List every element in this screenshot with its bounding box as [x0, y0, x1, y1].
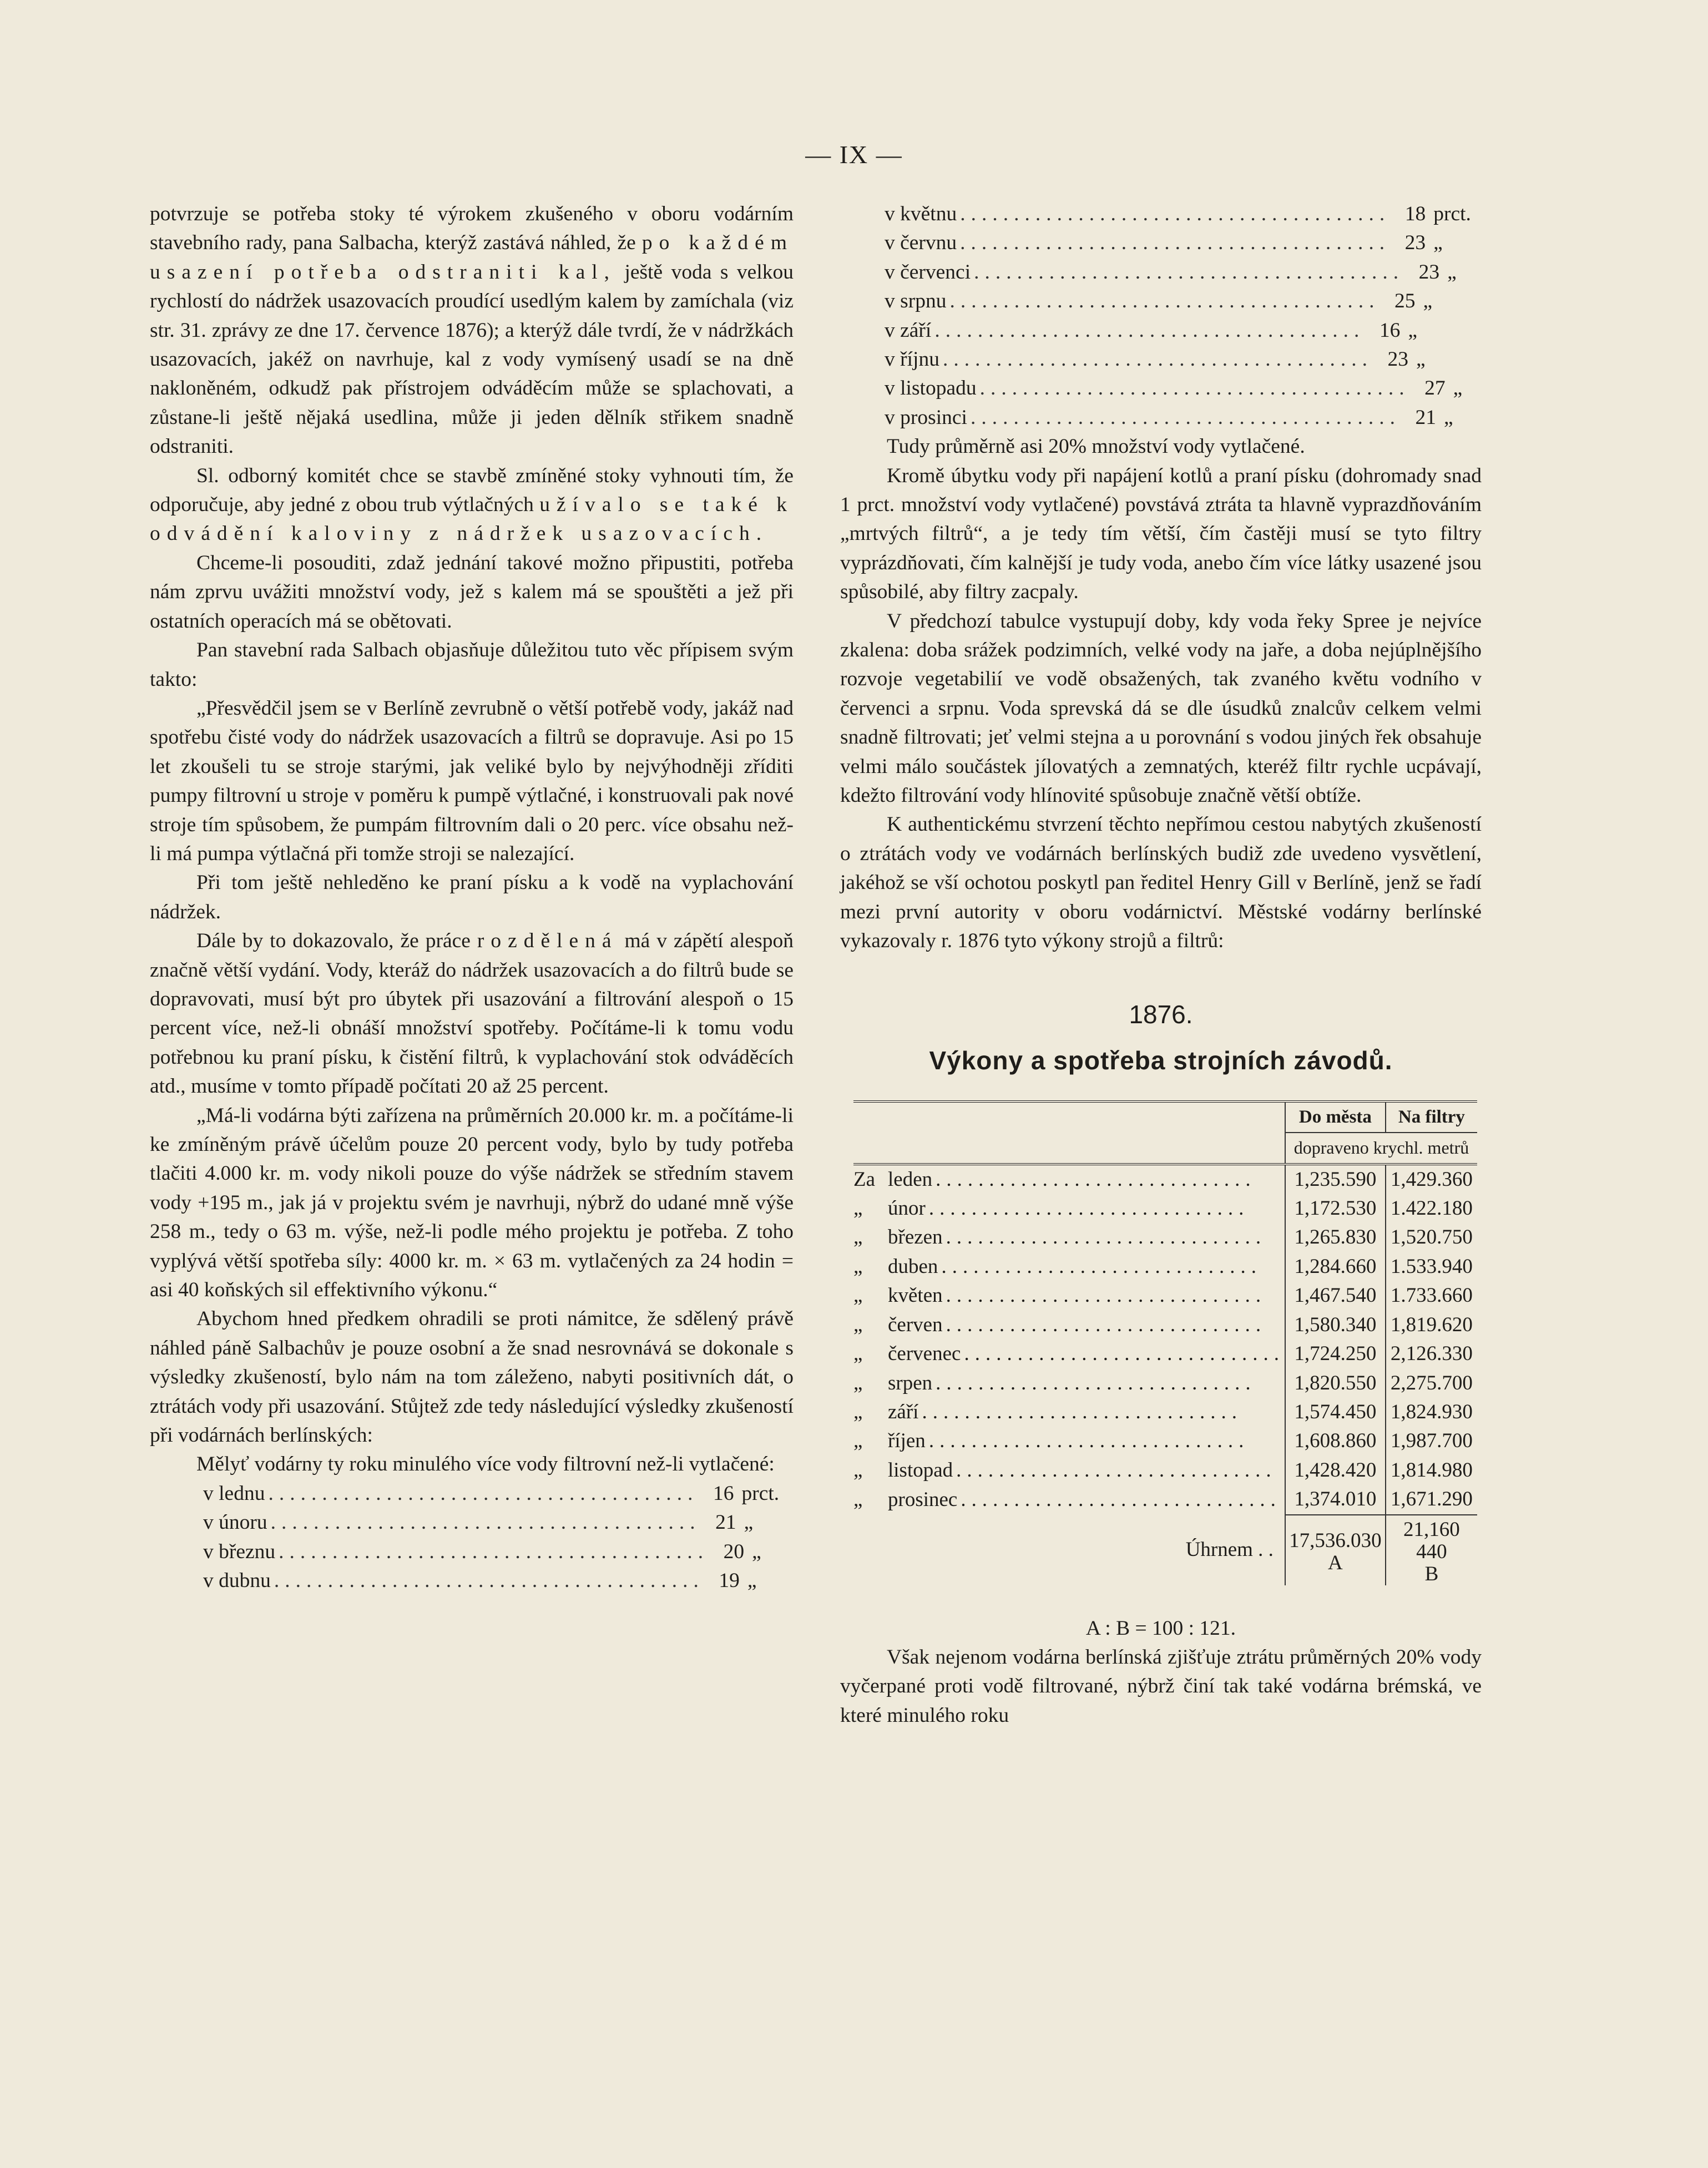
value-na-filtry: 1,814.980 [1386, 1456, 1477, 1485]
text-run: potvrzuje se potřeba stoky té výrokem zkušeného v oboru vodárním stavebního rady, pana Salbacha, kterýž zastává náhled, že [150, 203, 794, 255]
month-unit: „ [744, 1511, 754, 1534]
table-row [853, 1485, 1477, 1514]
list-item [203, 1508, 754, 1537]
row-prefix: „ [853, 1429, 863, 1453]
month-label: v říjnu [885, 347, 939, 371]
row-prefix: „ [853, 1255, 863, 1278]
leader-dots: .............................. [928, 1429, 1250, 1453]
leader-dots: ........................................ [270, 1511, 701, 1534]
month-label: v srpnu [885, 290, 947, 313]
leader-dots: ........................................ [268, 1482, 699, 1505]
text-run: ještě voda s velkou rychlostí do nádržek usazovacích proudící usedlým kalem by zamíchala (viz str. 31. zprávy ze dne 17. července 1876); a kterýž dále tvrdí, že v nádržkách usazovacích, jakéž on navrhuje, kal z vody vymísený usadí se na dně nakloněném, odkudž pak přístrojem odváděcím může se splachovati, a zůstane-li ještě nějaká usedlina, může ji jeden dělník střikem snadně odstraniti. [150, 260, 794, 458]
leader-dots: .............................. [936, 1168, 1256, 1191]
row-label-cell [853, 1340, 1285, 1368]
leader-dots: .............................. [936, 1371, 1256, 1394]
row-label-cell [853, 1164, 1285, 1194]
row-label-cell [853, 1427, 1285, 1456]
text-run: Dále by to dokazovalo, že práce [196, 929, 477, 953]
leader-dots: ........................................ [279, 1540, 709, 1563]
value-do-mesta: 1,172.530 [1285, 1194, 1386, 1223]
value-do-mesta: 1,467.540 [1285, 1281, 1386, 1310]
row-label-cell [853, 1281, 1285, 1310]
month-value: 23 [1404, 231, 1426, 255]
paragraph: Pan stavební rada Salbach objasňuje důležitou tuto věc přípisem svým takto: [150, 639, 794, 691]
total-b: 21,160 440 [1403, 1518, 1460, 1563]
paragraph [150, 462, 794, 549]
value-do-mesta: 1,284.660 [1285, 1252, 1386, 1281]
month-value: 23 [1418, 260, 1440, 284]
list-item [885, 258, 1473, 287]
month-unit: „ [1447, 260, 1457, 284]
row-month: červen [888, 1313, 943, 1336]
value-na-filtry: 1.422.180 [1386, 1194, 1477, 1223]
value-do-mesta: 1,374.010 [1285, 1485, 1386, 1514]
row-month: prosinec [888, 1488, 958, 1511]
month-value: 21 [715, 1511, 736, 1534]
left-column [150, 200, 794, 1595]
statistics-table [853, 1100, 1477, 1585]
month-unit: prct. [741, 1482, 780, 1505]
row-prefix: „ [853, 1371, 863, 1394]
row-month: září [888, 1400, 919, 1423]
value-na-filtry: 1,520.750 [1386, 1223, 1477, 1252]
table-row [853, 1456, 1477, 1485]
month-percent-list [885, 200, 1473, 432]
value-do-mesta: 1,608.860 [1285, 1427, 1386, 1456]
table-body [853, 1164, 1477, 1515]
leader-dots: .............................. [961, 1488, 1281, 1511]
total-a: 17,536.030 [1289, 1529, 1382, 1552]
month-label: v březnu [203, 1540, 276, 1563]
month-unit: „ [1433, 231, 1443, 255]
row-label-cell [853, 1252, 1285, 1281]
list-item [885, 316, 1473, 345]
paragraph: Však nejenom vodárna berlínská zjišťuje ztrátu průměrných 20% vody vyčerpané proti vodě filtrované, nýbrž činí tak také vodárna brémská, ve které minulého roku [840, 1645, 1482, 1727]
row-prefix: Za [853, 1168, 876, 1191]
ratio-line: A : B = 100 : 121. [1085, 1616, 1236, 1640]
list-item [885, 200, 1473, 229]
month-unit: „ [1453, 377, 1463, 400]
spaced-emphasis: užívalo se také k odvádění kaloviny z nádržek usazovacích. [150, 493, 794, 545]
table-row [853, 1281, 1477, 1310]
row-prefix: „ [853, 1488, 863, 1511]
spaced-emphasis: rozdělená [477, 929, 618, 953]
year-heading: 1876. [1129, 1000, 1193, 1029]
list-item [885, 345, 1473, 374]
value-na-filtry: 1,987.700 [1386, 1427, 1477, 1456]
total-label: Úhrnem . . [1185, 1538, 1274, 1561]
value-do-mesta: 1,574.450 [1285, 1398, 1386, 1427]
table-row [853, 1223, 1477, 1252]
paragraph: Mělyť vodárny ty roku minulého více vody filtrovní než-li vytlačené: [196, 1453, 775, 1476]
spaced-emphasis: po každém usazení potřeba odstraniti kal, [150, 231, 794, 284]
list-item [885, 403, 1473, 432]
month-label: v září [885, 319, 932, 342]
table-subheader-row [853, 1133, 1477, 1164]
month-value: 16 [712, 1482, 734, 1505]
row-label-cell [853, 1223, 1285, 1252]
month-label: v únoru [203, 1511, 267, 1534]
row-prefix: „ [853, 1342, 863, 1366]
paragraph: K authentickému stvrzení těchto nepřímou cestou nabytých zkušeností o ztrátách vody ve vodárnách berlínských budiž zde uvedeno vysvětlení, jakéhož se vší ochotou poskytl pan ředitel Henry Gill v Berlíně, jenž se řadí mezi první autority v oboru vodárnictví. Městské vodárny berlínské vykazovaly r. 1876 tyto výkony strojů a filtrů: [840, 813, 1482, 953]
month-value: 21 [1415, 406, 1436, 429]
paragraph: Abychom hned předkem ohradili se proti námitce, že sdělený právě náhled páně Salbachův je pouze osobní a že snad nesrovnává se dokonale s výsledky zkušeností, bylo nám na tom záleženo, nabyti positivních dát, o ztrátách vody při usazování. Stůjtež zde tedy následující výsledky zkušeností při vodárnách berlínských: [150, 1307, 794, 1447]
row-prefix: „ [853, 1400, 863, 1423]
row-month: březen [888, 1226, 943, 1249]
subheader-blank [853, 1133, 1285, 1164]
month-unit: „ [1423, 290, 1433, 313]
quoted-paragraph: „Má-li vodárna býti zařízena na průměrních 20.000 kr. m. a počítáme-li ke zmíněným právě účelům pouze 20 percent vody, bylo by tudy potřeba tlačiti 4.000 kr. m. vody nikoli pouze do výše nádržek se středním stavem vody +195 m., jak já v projektu svém je navrhuji, nýbrž do udané mně výše 258 m., tedy o 63 m. výše, než-li podle mého projektu je potřeba. Z toho vyplývá větší spotřeba síly: 4000 kr. m. × 63 m. vytlačených za 24 hodin = asi 40 koňských sil effektivního výkonu.“ [150, 1104, 794, 1302]
table-title: Výkony a spotřeba strojních závodů. [929, 1045, 1393, 1075]
paragraph: V předchozí tabulce vystupují doby, kdy voda řeky Spree je nejvíce zkalena: doba srážek podzimních, velké vody na jaře, a doba nejúplnějšího rozvoje vegetabilií ve vodě obsažených, tak zvaného květu vodního v červenci a srpnu. Voda sprevská dá se dle úsudků znalcův celkem velmi snadně filtrovati; jeť velmi stejna a u porovnání s vodou jiných řek obsahuje velmi málo součástek jílovatých a zemnatých, kteréž filtr rychle ucpávají, kdežto filtrování vody hlínovité spůsobuje značně větší obtíže. [840, 609, 1482, 807]
header-blank [853, 1101, 1285, 1132]
list-item [203, 1566, 757, 1595]
month-label: v prosinci [885, 406, 967, 429]
row-month: květen [888, 1284, 943, 1307]
table-row [853, 1311, 1477, 1340]
month-value: 18 [1404, 203, 1426, 225]
leader-dots: .............................. [946, 1313, 1267, 1336]
leader-dots: .............................. [946, 1284, 1267, 1307]
table-row [853, 1369, 1477, 1398]
leader-dots: ........................................ [934, 319, 1365, 342]
value-na-filtry: 1,824.930 [1386, 1398, 1477, 1427]
row-label-cell [853, 1311, 1285, 1340]
total-b-letter: B [1424, 1562, 1439, 1585]
leader-dots: ........................................ [979, 377, 1410, 400]
row-label-cell [853, 1456, 1285, 1485]
value-na-filtry: 1,819.620 [1386, 1311, 1477, 1340]
leader-dots: ........................................ [960, 231, 1391, 255]
value-na-filtry: 1.533.940 [1386, 1252, 1477, 1281]
paragraph [150, 927, 794, 1101]
row-month: srpen [888, 1371, 933, 1394]
leader-dots: ........................................ [960, 203, 1391, 225]
row-label-cell [853, 1398, 1285, 1427]
leader-dots: .............................. [956, 1458, 1277, 1482]
month-unit: „ [747, 1569, 757, 1593]
leader-dots: .............................. [928, 1197, 1250, 1220]
list-item [885, 374, 1473, 403]
table-row [853, 1252, 1477, 1281]
list-item [203, 1479, 780, 1508]
paragraph [150, 200, 794, 462]
total-a-letter: A [1328, 1551, 1343, 1574]
leader-dots: .............................. [922, 1400, 1242, 1423]
paragraph: Kromě úbytku vody při napájení kotlů a praní písku (dohromady snad 1 prct. množství vody vytlačené) povstává ztráta ta hlavně vyprazdňováním „mrtvých filtrů“, a je tedy tím větší, čím častěji musí se tyto filtry vyprázdňovati, čím kalnější je tudy voda, anebo čím více látky usazené jsou spůsobilé, aby filtry zacpaly. [840, 464, 1482, 604]
value-na-filtry: 1.733.660 [1386, 1281, 1477, 1310]
text-run: má v zápětí alespoň značně větší vydání. Vody, kteráž do nádržek usazovacích a do filtrů bude se dopravovati, musí být pro úbytek při usazování a filtrování alespoň o 15 percent více, než-li obnáší množství spotřeby. Počítáme-li k tomu vodu potřebnou ku praní písku, k čistění filtrů, k vyplachování stok odváděcích atd., musíme v tomto případě počítati 20 až 25 percent. [150, 929, 794, 1098]
month-label: v květnu [885, 203, 957, 225]
month-label: v listopadu [885, 377, 977, 400]
value-do-mesta: 1,265.830 [1285, 1223, 1386, 1252]
right-column [840, 200, 1482, 1730]
leader-dots: ........................................ [974, 260, 1404, 284]
row-prefix: „ [853, 1458, 863, 1482]
value-do-mesta: 1,428.420 [1285, 1456, 1386, 1485]
month-value: 16 [1379, 319, 1401, 342]
month-unit: prct. [1433, 203, 1471, 225]
row-prefix: „ [853, 1226, 863, 1249]
month-unit: „ [1443, 406, 1453, 429]
leader-dots: ........................................ [970, 406, 1401, 429]
paragraph: Chceme-li posouditi, zdaž jednání takové možno připustiti, potřeba nám zprvu uvážiti množství vody, jež s kalem má se spouštěti a jež při ostatních operacích má se obětovati. [150, 551, 794, 633]
month-label: v červnu [885, 231, 957, 255]
table-header-row [853, 1101, 1477, 1132]
month-value: 25 [1394, 290, 1416, 313]
value-do-mesta: 1,820.550 [1285, 1369, 1386, 1398]
table-row [853, 1164, 1477, 1194]
value-na-filtry: 1,671.290 [1386, 1485, 1477, 1514]
row-month: únor [888, 1197, 926, 1220]
list-item [203, 1538, 761, 1566]
total-row [853, 1515, 1477, 1585]
row-month: listopad [888, 1458, 953, 1482]
total-a-cell [1285, 1515, 1386, 1585]
value-do-mesta: 1,580.340 [1285, 1311, 1386, 1340]
page-number: — IX — [805, 140, 903, 169]
row-month: červenec [888, 1342, 961, 1366]
value-na-filtry: 2,126.330 [1386, 1340, 1477, 1368]
row-month: duben [888, 1255, 938, 1278]
value-na-filtry: 1,429.360 [1386, 1164, 1477, 1194]
month-unit: „ [1408, 319, 1417, 342]
table-row [853, 1340, 1477, 1368]
unit-subheader: dopraveno krychl. metrů [1285, 1133, 1477, 1164]
row-month: leden [888, 1168, 933, 1191]
month-percent-list [203, 1479, 780, 1596]
quoted-paragraph: „Přesvědčil jsem se v Berlíně zevrubně o větší potřebě vody, jakáž nad spotřebu čisté vody do nádržek usazovacích a filtrů se dopravuje. Asi po 15 let zkoušeli tu se stroje starými, jak veliké bylo by nejvýhodněji zříditi pumpy filtrovní u stroje v poměru k pumpě výtlačné, i konstruovali pak nové stroje tím spůsobem, že pumpám filtrovním dali o 20 perc. více obsahu než-li má pumpa výtlačná při tomže stroji se nalezající. [150, 696, 794, 865]
row-prefix: „ [853, 1284, 863, 1307]
month-unit: „ [752, 1540, 761, 1563]
month-label: v lednu [203, 1482, 265, 1505]
value-do-mesta: 1,235.590 [1285, 1164, 1386, 1194]
paragraph: Při tom ještě nehleděno ke praní písku a k vodě na vyplachování nádržek. [150, 871, 794, 923]
leader-dots: .............................. [964, 1342, 1285, 1366]
row-label-cell [853, 1194, 1285, 1223]
total-b-cell [1386, 1515, 1477, 1585]
paragraph: Tudy průměrně asi 20% množství vody vytlačené. [887, 435, 1305, 458]
leader-dots: ........................................ [274, 1569, 704, 1593]
value-na-filtry: 2,275.700 [1386, 1369, 1477, 1398]
text-run: Sl. odborný komitét chce se stavbě zmíněné stoky vyhnouti tím, že odporučuje, aby jedné z obou trub výtlačných [150, 464, 794, 517]
leader-dots: .............................. [941, 1255, 1262, 1278]
month-value: 23 [1387, 347, 1408, 371]
column-header: Do města [1285, 1101, 1386, 1132]
list-item [885, 287, 1473, 316]
value-do-mesta: 1,724.250 [1285, 1340, 1386, 1368]
month-value: 19 [719, 1569, 740, 1593]
row-label-cell [853, 1485, 1285, 1514]
list-item [885, 229, 1473, 257]
row-prefix: „ [853, 1313, 863, 1336]
row-prefix: „ [853, 1197, 863, 1220]
month-value: 20 [723, 1540, 745, 1563]
table-row [853, 1427, 1477, 1456]
month-unit: „ [1416, 347, 1426, 371]
leader-dots: ........................................ [942, 347, 1373, 371]
row-month: říjen [888, 1429, 926, 1453]
month-label: v dubnu [203, 1569, 271, 1593]
table-row [853, 1398, 1477, 1427]
table-row [853, 1194, 1477, 1223]
row-label-cell [853, 1369, 1285, 1398]
column-header: Na filtry [1386, 1101, 1477, 1132]
leader-dots: ........................................ [949, 290, 1380, 313]
month-label: v červenci [885, 260, 971, 284]
month-value: 27 [1424, 377, 1446, 400]
leader-dots: .............................. [946, 1226, 1267, 1249]
